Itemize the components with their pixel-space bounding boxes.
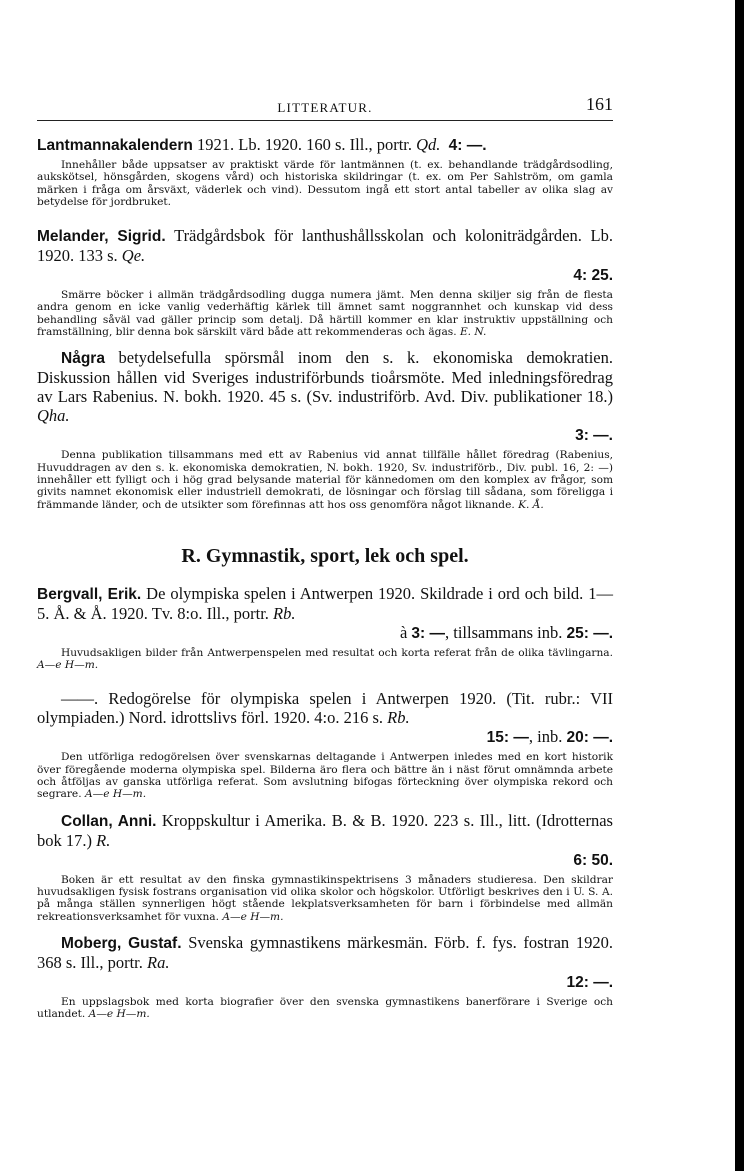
annotation-text: Innehåller både uppsatser av praktiskt värde för lantmännen (t. ex. behandlande trädgårdsodling, aukskötsel, hönsgården, skogens vård) och historiska skildringar (t. ex. om Per Sahlström, om gamla märken i fråga om årsväxt, väderlek och vind). Dessutom ingå ett stort antal tabeller av olika slag av betydelse för jordbruket. bbox=[37, 159, 613, 208]
entry-author: Bergvall, Erik. bbox=[37, 585, 142, 603]
classification-mark: Qe. bbox=[121, 246, 146, 266]
classification-mark: Qd. bbox=[416, 135, 441, 154]
entry-annotation bbox=[37, 996, 613, 1021]
price: 6: 50. bbox=[573, 851, 613, 869]
entry-annotation bbox=[37, 289, 613, 338]
entry-heading bbox=[37, 348, 613, 425]
entry-bergvall bbox=[37, 584, 613, 672]
section-heading: R. Gymnastik, sport, lek och spel. bbox=[181, 544, 469, 567]
entry-annotation bbox=[37, 449, 613, 510]
annotation-text: Boken är ett resultat av den finska gymnastikinspektrisens 3 månaders studieresa. Den skildrar huvudsakligen fysisk fostrans organisation vid olika skolor och högskolor. Utförligt beskrives den i U. S. A. på många ställen synnerligen högt stående lekplatsverksamheten för barn i förbindelse med allmän rekreationsverksamhet för vuxna. bbox=[37, 873, 613, 923]
running-head bbox=[37, 92, 613, 121]
page-number: 161 bbox=[586, 94, 613, 114]
classification-mark: Rb. bbox=[273, 603, 296, 623]
price-prefix: à bbox=[399, 622, 412, 642]
classification-mark: Qha. bbox=[37, 406, 70, 426]
price: 3: —. bbox=[575, 427, 613, 445]
price: 12: —. bbox=[566, 973, 613, 991]
entry-bergvall-redogorelse bbox=[37, 689, 613, 800]
entry-details: betydelsefulla spörsmål inom den s. k. ekonomiska demokratien. Diskussion hållen vid Sveriges industriförbunds tioårsmöte. Med inledningsföredrag av Lars Rabenius. N. bokh. 1920. 45 s. (Sv. industriförb. Avd. Div. publikationer 18.) bbox=[37, 348, 613, 407]
entry-details: 1921. Lb. 1920. 160 s. Ill., portr. bbox=[192, 135, 417, 154]
annotation-text: Denna publikation tillsammans med ett av Rabenius vid annat tillfälle hållet föredrag (Rabenius, Huvuddragen av den s. k. ekonomiska demokratien, N. bokh. 1920, Sv. industriförb., Div. publ. 16, 2: —) innehåller ett fylligt och i hög grad belysande material för kännedomen om den komplex av frågor, som givits namnet ekonomisk eller industriell demokrati, de lösningar och förslag till sådana, som föreligga i främmande länder, och de utsikter som förefinnas att hos oss genomföra något liknande. bbox=[37, 449, 613, 511]
reviewer-signature: K. Å. bbox=[518, 498, 544, 511]
classification-mark: R. bbox=[96, 830, 111, 850]
entry-heading bbox=[37, 689, 613, 727]
scan-edge bbox=[735, 0, 744, 1171]
page bbox=[37, 92, 613, 1030]
annotation-text: Smärre böcker i allmän trädgårdsodling dugga numera jämt. Men denna skiljer sig från de flesta andra genom en icke vanlig vederhäftig kärlek till ämnet samt noggrannhet och kunskap vid dess behandling såväl vad gäller princip som detalj. Då härtill kommer en klar instruktiv uppställning och framställning, blir denna bok särskilt värd både att rekommenderas och ägas. bbox=[37, 289, 613, 339]
reviewer-signature: A—e H—m. bbox=[88, 1008, 150, 1021]
price-line bbox=[37, 623, 613, 643]
entry-heading bbox=[37, 226, 613, 265]
entry-details: Svenska gymnastikens märkesmän. Förb. f. fys. fostran 1920. 368 s. Ill., portr. bbox=[37, 932, 613, 972]
entry-annotation bbox=[37, 159, 613, 208]
entry-details: ——. Redogörelse för olympiska spelen i Antwerpen 1920. (Tit. rubr.: VII olympiaden.) Nord. idrottslivs förl. 1920. 4:o. 216 s. bbox=[37, 689, 613, 728]
price-line bbox=[37, 850, 613, 870]
entry-lantmannakalendern bbox=[37, 135, 613, 208]
price-line bbox=[37, 972, 613, 992]
price-line bbox=[37, 425, 613, 445]
price-line bbox=[37, 265, 613, 285]
annotation-text: Den utförliga redogörelsen över svenskarnas deltagande i Antwerpen inledes med en kort historik över föregående moderna olympiska spel. Bilderna äro flera och bättre än i näst förut omnämnda arbete och åtföljas av ganska utförliga referat. Som avslutning bifogas förteckning över olympiska rekord och segrare. bbox=[37, 751, 613, 801]
annotation-text: Huvudsakligen bilder från Antwerpenspelen med resultat och korta referat från de olika tävlingarna. bbox=[61, 646, 613, 659]
entry-author: Några bbox=[61, 350, 105, 368]
entry-heading bbox=[37, 135, 613, 155]
entry-author: Melander, Sigrid. bbox=[37, 228, 166, 246]
price: 4: —. bbox=[448, 137, 487, 154]
entry-heading bbox=[37, 811, 613, 850]
entry-details: Trädgårdsbok för lanthushållsskolan och koloniträdgården. Lb. 1920. 133 s. bbox=[37, 226, 613, 266]
entry-author: Collan, Anni. bbox=[61, 812, 157, 830]
reviewer-signature: A—e H—m. bbox=[84, 788, 147, 801]
entry-details: Kroppskultur i Amerika. B. & B. 1920. 223 s. Ill., litt. (Idrotternas bok 17.) bbox=[37, 810, 613, 850]
entry-nagra bbox=[37, 348, 613, 510]
annotation-text: En uppslagsbok med korta biografier över den svenska gymnastikens banerförare i Sverige och utlandet. bbox=[37, 995, 613, 1021]
entry-annotation bbox=[37, 751, 613, 800]
entry-details: De olympiska spelen i Antwerpen 1920. Skildrade i ord och bild. 1—5. Å. & Å. 1920. Tv. 8:o. Ill., portr. bbox=[37, 583, 613, 623]
entry-author: Moberg, Gustaf. bbox=[61, 934, 182, 952]
price: 4: 25. bbox=[573, 267, 613, 285]
running-head-title: LITTERATUR. bbox=[277, 100, 373, 115]
entry-melander bbox=[37, 226, 613, 338]
entry-heading bbox=[37, 584, 613, 623]
price: 3: — bbox=[411, 624, 446, 642]
price: 15: — bbox=[486, 729, 529, 747]
price-mid: , tillsammans inb. bbox=[445, 622, 567, 642]
entry-annotation bbox=[37, 874, 613, 923]
entry-heading bbox=[37, 933, 613, 972]
entry-collan bbox=[37, 811, 613, 923]
entry-author: Lantmannakalendern bbox=[37, 137, 193, 154]
price-bound: 20: —. bbox=[566, 729, 613, 747]
price-line bbox=[37, 727, 613, 747]
reviewer-signature: E. N. bbox=[459, 326, 487, 339]
price-bound: 25: —. bbox=[566, 624, 613, 642]
price-mid: , inb. bbox=[528, 727, 567, 747]
entry-moberg bbox=[37, 933, 613, 1021]
reviewer-signature: A—e H—m. bbox=[222, 910, 284, 923]
classification-mark: Ra. bbox=[147, 952, 170, 972]
entry-annotation bbox=[37, 647, 613, 672]
classification-mark: Rb. bbox=[387, 708, 410, 728]
reviewer-signature: A—e H—m. bbox=[37, 659, 99, 672]
